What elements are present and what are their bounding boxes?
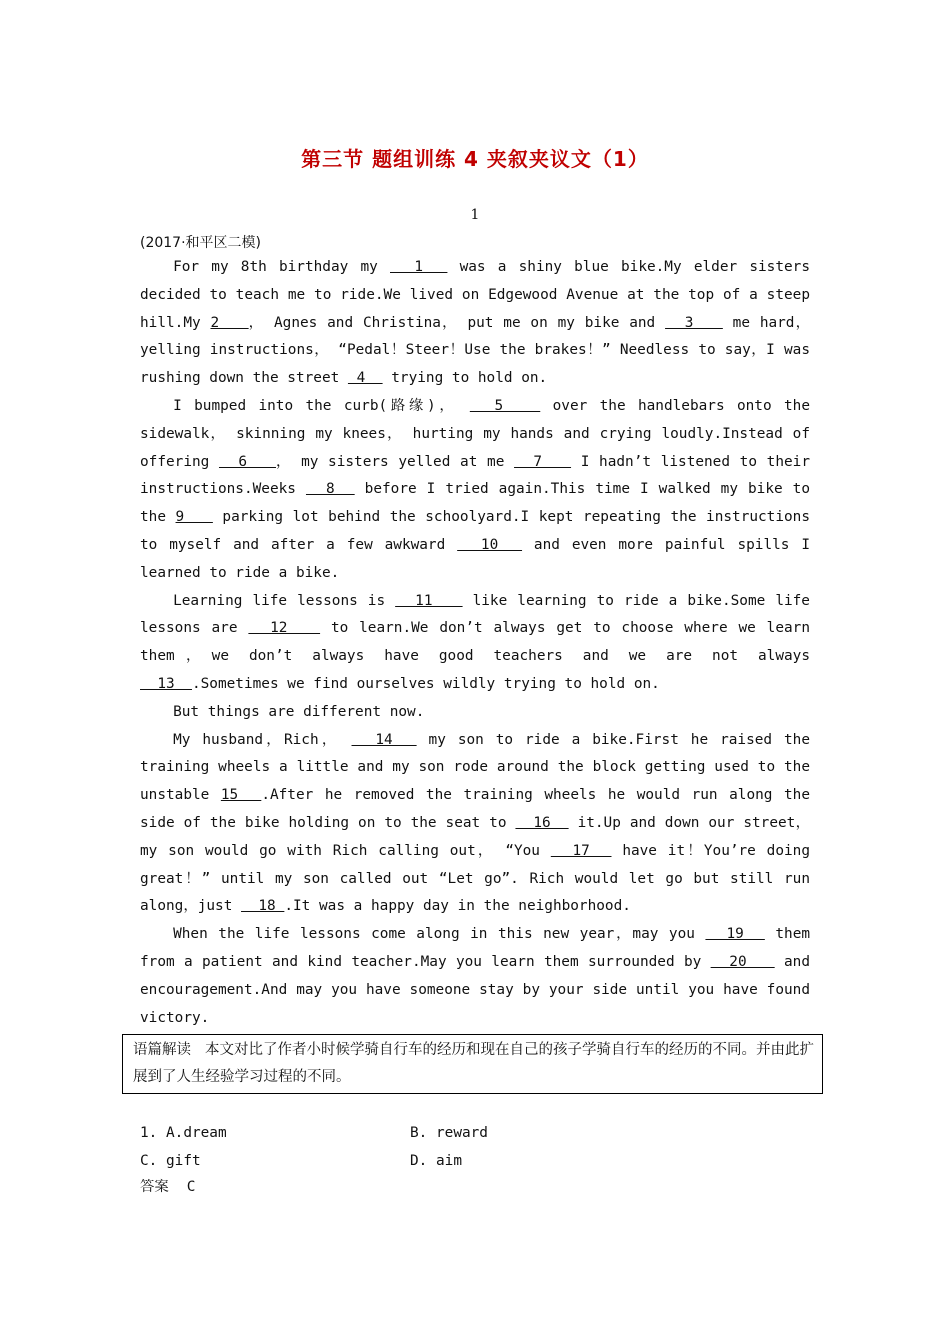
answer-label: 答案 bbox=[140, 1179, 169, 1195]
passage-text: like learning to ride a bike.Some life lessons are bbox=[140, 592, 810, 637]
cloze-blank: 14 bbox=[351, 731, 417, 748]
cloze-blank: 10 bbox=[457, 536, 523, 553]
cloze-blank: 17 bbox=[550, 842, 612, 859]
passage-text: My husband，Rich， bbox=[173, 731, 352, 748]
passage-text: Learning life lessons is bbox=[173, 592, 396, 609]
cloze-blank: 12 bbox=[248, 620, 321, 637]
passage-paragraph bbox=[140, 588, 810, 699]
note-text: 本文对比了作者小时候学骑自行车的经历和现在自己的孩子学骑自行车的经历的不同。并由此扩展到了人生经验学习过程的不同。 bbox=[133, 1042, 814, 1085]
passage-text: over the handlebars onto the sidewalk， skinning my knees， hurting my hands and crying loudly.Instead of offering bbox=[140, 397, 810, 470]
passage-text: But things are different now. bbox=[173, 703, 425, 720]
cloze-blank: 7 bbox=[514, 453, 572, 470]
cloze-blank: 2 bbox=[210, 314, 249, 331]
note-label: 语篇解读 bbox=[133, 1042, 191, 1058]
passage-paragraph bbox=[140, 254, 810, 393]
passage-text: them from a patient and kind teacher.May you learn them surrounded by bbox=[140, 926, 811, 970]
option-b: B. reward bbox=[410, 1125, 488, 1141]
passage-text: ， Agnes and Christina， put me on my bike and bbox=[248, 314, 666, 331]
cloze-blank: 13 bbox=[140, 675, 192, 692]
passage-text: parking lot behind the schoolyard.I kept repeating the instructions to myself and after a few awkward bbox=[140, 509, 811, 553]
passage-text: have it！You’re doing great！” until my son called out “Let go”. Rich would let go but still run along，just bbox=[140, 842, 811, 915]
question-number: 1 bbox=[470, 207, 480, 223]
passage-text: trying to hold on. bbox=[382, 370, 548, 387]
option-d: D. aim bbox=[410, 1153, 462, 1169]
passage-interpretation-box bbox=[122, 1034, 823, 1094]
cloze-blank: 9 bbox=[175, 509, 213, 526]
page-title: 第三节 题组训练 4 夹叙夹议文（1） bbox=[301, 147, 649, 171]
cloze-blank: 1 bbox=[390, 259, 448, 275]
cloze-blank: 8 bbox=[305, 481, 355, 498]
cloze-blank: 15 bbox=[220, 787, 262, 804]
passage-paragraph bbox=[140, 921, 810, 1032]
passage-paragraph bbox=[140, 699, 810, 727]
passage-text: was a shiny blue bike.My elder sisters decided to teach me to ride.We lived on Edgewood Avenue at the top of a steep hill.My bbox=[140, 259, 810, 331]
answer-line bbox=[140, 1175, 195, 1196]
option-c: C. gift bbox=[140, 1153, 201, 1169]
cloze-blank: 18 bbox=[241, 898, 285, 915]
passage-text: before I tried again.This time I walked my bike to the bbox=[140, 481, 810, 526]
passage-text: For my 8th birthday my bbox=[173, 259, 390, 275]
passage-text: .It was a happy day in the neighborhood. bbox=[284, 898, 631, 915]
cloze-blank: 20 bbox=[710, 953, 775, 970]
passage-paragraph bbox=[140, 393, 810, 588]
passage-text: my son to ride a bike.First he raised the training wheels a little and my son rode around the block getting used to the unstable bbox=[140, 731, 810, 804]
cloze-blank: 16 bbox=[515, 814, 569, 831]
cloze-blank: 19 bbox=[705, 926, 765, 943]
source-citation: (2017·和平区二模) bbox=[140, 235, 262, 251]
passage-text: When the life lessons come along in this new year，may you bbox=[173, 926, 706, 943]
cloze-blank: 11 bbox=[395, 592, 463, 609]
passage-text: to learn.We don’t always get to choose where we learn them，we don’t always have good teachers and we are not always bbox=[140, 620, 810, 665]
passage-text: and even more painful spills I learned to ride a bike. bbox=[140, 536, 810, 581]
passage-text: .Sometimes we find ourselves wildly trying to hold on. bbox=[191, 675, 660, 692]
passage-text: it.Up and down our street，my son would go with Rich calling out， “You bbox=[140, 814, 811, 859]
cloze-blank: 6 bbox=[218, 453, 276, 470]
cloze-blank: 5 bbox=[469, 397, 541, 414]
option-a: 1. A.dream bbox=[140, 1125, 227, 1141]
passage-text: I bumped into the curb(路缘)， bbox=[173, 397, 470, 414]
cloze-blank: 3 bbox=[665, 314, 723, 331]
answer-value: C bbox=[186, 1179, 196, 1195]
passage-paragraph bbox=[140, 727, 810, 922]
answer-options bbox=[140, 1119, 820, 1175]
passage-text: ， my sisters yelled at me bbox=[276, 453, 515, 470]
cloze-passage bbox=[140, 254, 810, 1032]
passage-text: I hadn’t listened to their instructions.Weeks bbox=[140, 453, 810, 498]
passage-text: .After he removed the training wheels he would run along the side of the bike holding on to the seat to bbox=[140, 787, 811, 831]
passage-text: and encouragement.And may you have someone stay by your side until you have found victory. bbox=[140, 953, 811, 1026]
cloze-blank: 4 bbox=[347, 370, 383, 387]
passage-text: me hard， yelling instructions， “Pedal！Steer！Use the brakes！” Needless to say，I was rushing down the street bbox=[140, 314, 811, 387]
